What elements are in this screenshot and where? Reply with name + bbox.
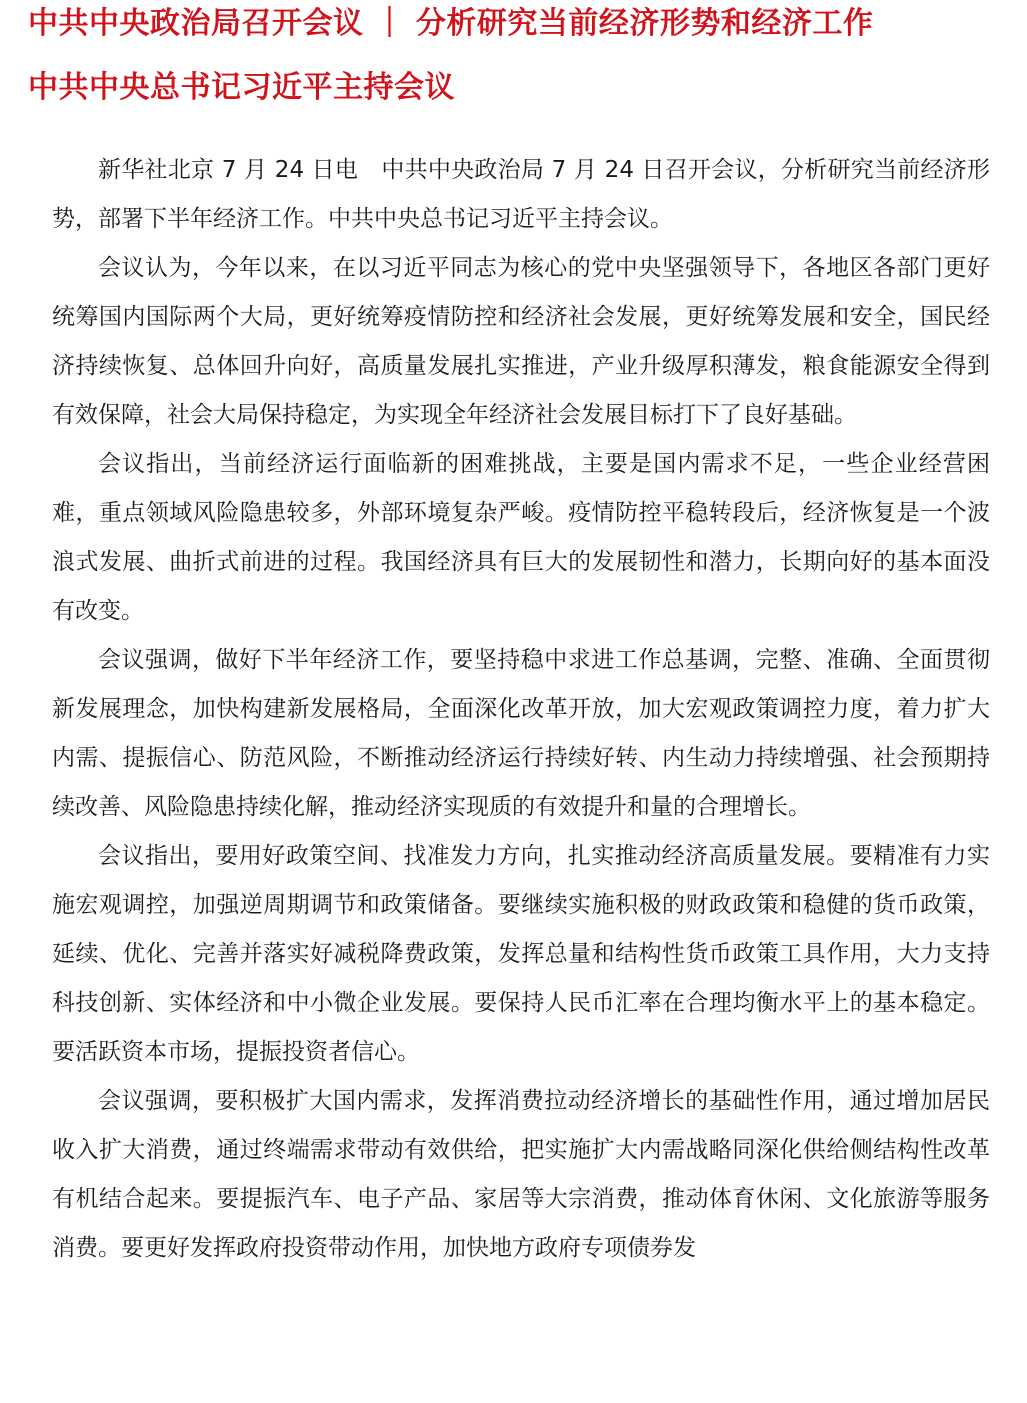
paragraph: 会议强调，要积极扩大国内需求，发挥消费拉动经济增长的基础性作用，通过增加居民收入扩大消费，通过终端需求带动有效供给，把实施扩大内需战略同深化供给侧结构性改革有机结合起来。要提振汽车、电子产品、家居等大宗消费，推动体育休闲、文化旅游等服务消费。要更好发挥政府投资带动作用，加快地方政府专项债券发	[52, 1088, 990, 1261]
article-body	[52, 146, 990, 1273]
paragraph: 会议指出，当前经济运行面临新的困难挑战，主要是国内需求不足，一些企业经营困难，重点领域风险隐患较多，外部环境复杂严峻。疫情防控平稳转段后，经济恢复是一个波浪式发展、曲折式前进的过程。我国经济具有巨大的发展韧性和潜力，长期向好的基本面没有改变。	[52, 451, 990, 624]
paragraph: 会议认为，今年以来，在以习近平同志为核心的党中央坚强领导下，各地区各部门更好统筹国内国际两个大局，更好统筹疫情防控和经济社会发展，更好统筹发展和安全，国民经济持续恢复、总体回升向好，高质量发展扎实推进，产业升级厚积薄发，粮食能源安全得到有效保障，社会大局保持稳定，为实现全年经济社会发展目标打下了良好基础。	[52, 255, 990, 428]
headline-sub: 中共中央总书记习近平主持会议	[28, 70, 455, 105]
paragraph: 会议指出，要用好政策空间、找准发力方向，扎实推动经济高质量发展。要精准有力实施宏观调控，加强逆周期调节和政策储备。要继续实施积极的财政政策和稳健的货币政策，延续、优化、完善并落实好减税降费政策，发挥总量和结构性货币政策工具作用，大力支持科技创新、实体经济和中小微企业发展。要保持人民币汇率在合理均衡水平上的基本稳定。要活跃资本市场，提振投资者信心。	[52, 843, 990, 1065]
paragraph: 会议强调，做好下半年经济工作，要坚持稳中求进工作总基调，完整、准确、全面贯彻新发展理念，加快构建新发展格局，全面深化改革开放，加大宏观政策调控力度，着力扩大内需、提振信心、防范风险，不断推动经济运行持续好转、内生动力持续增强、社会预期持续改善、风险隐患持续化解，推动经济实现质的有效提升和量的合理增长。	[52, 647, 990, 820]
article-header	[28, 4, 1008, 108]
headline-main: 中共中央政治局召开会议 ｜ 分析研究当前经济形势和经济工作	[28, 6, 874, 41]
paragraph-dateline: 新华社北京 7 月 24 日电 中共中央政治局 7 月 24 日召开会议，分析研究当前经济形势，部署下半年经济工作。中共中央总书记习近平主持会议。	[52, 157, 990, 232]
